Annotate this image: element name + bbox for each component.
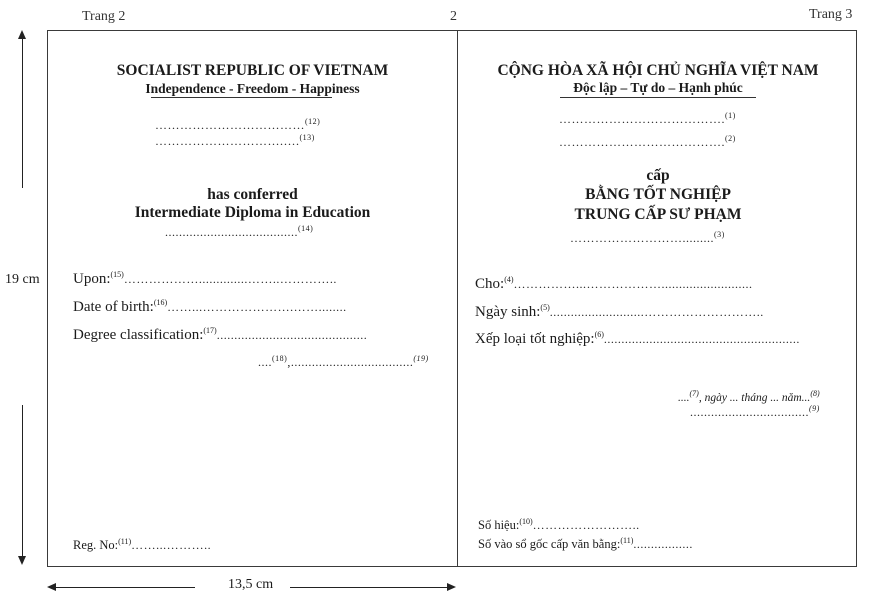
right-motto-underline	[560, 97, 756, 99]
left-conferred: has conferred	[207, 186, 298, 203]
right-line-9: ..................................$^{(9)}$	[690, 404, 820, 419]
right-classification-field: Xếp loại tốt nghiệp:$^{(6)}$........................................................	[475, 330, 800, 347]
page-divider	[457, 30, 458, 567]
page-label-center: 2	[450, 9, 457, 24]
left-country-title: SOCIALIST REPUBLIC OF VIETNAM	[116, 62, 389, 79]
left-motto-underline	[151, 97, 332, 99]
right-country-title: CỘNG HÒA XÃ HỘI CHỦ NGHĨA VIỆT NAM	[497, 62, 819, 79]
left-line-14: ......................................$^{(14)}$	[165, 224, 314, 239]
left-dob-field: Date of birth:$^{(16)}$……...………………….……........	[73, 298, 347, 315]
right-degree-title: BẰNG TỐT NGHIỆP	[585, 186, 731, 203]
right-cap: cấp	[646, 167, 670, 184]
left-place-date: ....$^{(18)}$,...................................$^{(19)}$	[258, 354, 429, 369]
left-diploma-title: Intermediate Diploma in Education	[134, 204, 371, 221]
right-date-line: ....$^{(7)}$, ngày ... tháng ... năm...$^{(8)}$	[678, 389, 820, 404]
left-classification-field: Degree classification:$^{(17)}$...........................................	[73, 326, 368, 343]
height-dimension-label: 19 cm	[5, 272, 40, 287]
left-line-12: ………………………………$^{(12)}$	[155, 117, 321, 132]
right-line-2: ………………………………….$^{(2)}$	[559, 134, 736, 149]
right-program-title: TRUNG CẤP SƯ PHẠM	[574, 206, 742, 223]
page-label-right: Trang 3	[809, 7, 853, 22]
right-line-1: ………………………………….$^{(1)}$	[559, 111, 736, 126]
right-line-3: ……………………….........$^{(3)}$	[570, 230, 725, 245]
left-motto: Independence - Freedom - Happiness	[145, 81, 360, 96]
right-cho-field: Cho:$^{(4)}$……………...………………..........................	[475, 275, 753, 292]
left-reg-no: Reg. No:$^{(11)}$……...………..	[73, 537, 212, 553]
right-motto: Độc lập – Tự do – Hạnh phúc	[573, 80, 743, 95]
left-upon-field: Upon:$^{(15)}$………………..............……..…………..	[73, 270, 337, 287]
right-so-hieu: Số hiệu:$^{(10)}$……………………..	[478, 517, 640, 533]
width-dimension-label: 13,5 cm	[228, 577, 274, 592]
page-label-left: Trang 2	[82, 9, 126, 24]
right-so-vao-so: Số vào sổ gốc cấp văn bằng:$^{(11)}$.................	[478, 536, 693, 552]
left-line-13: ………………………….….$^{(13)}$	[155, 133, 315, 148]
right-dob-field: Ngày sinh:$^{(5)}$...........................………………………..	[475, 303, 764, 320]
